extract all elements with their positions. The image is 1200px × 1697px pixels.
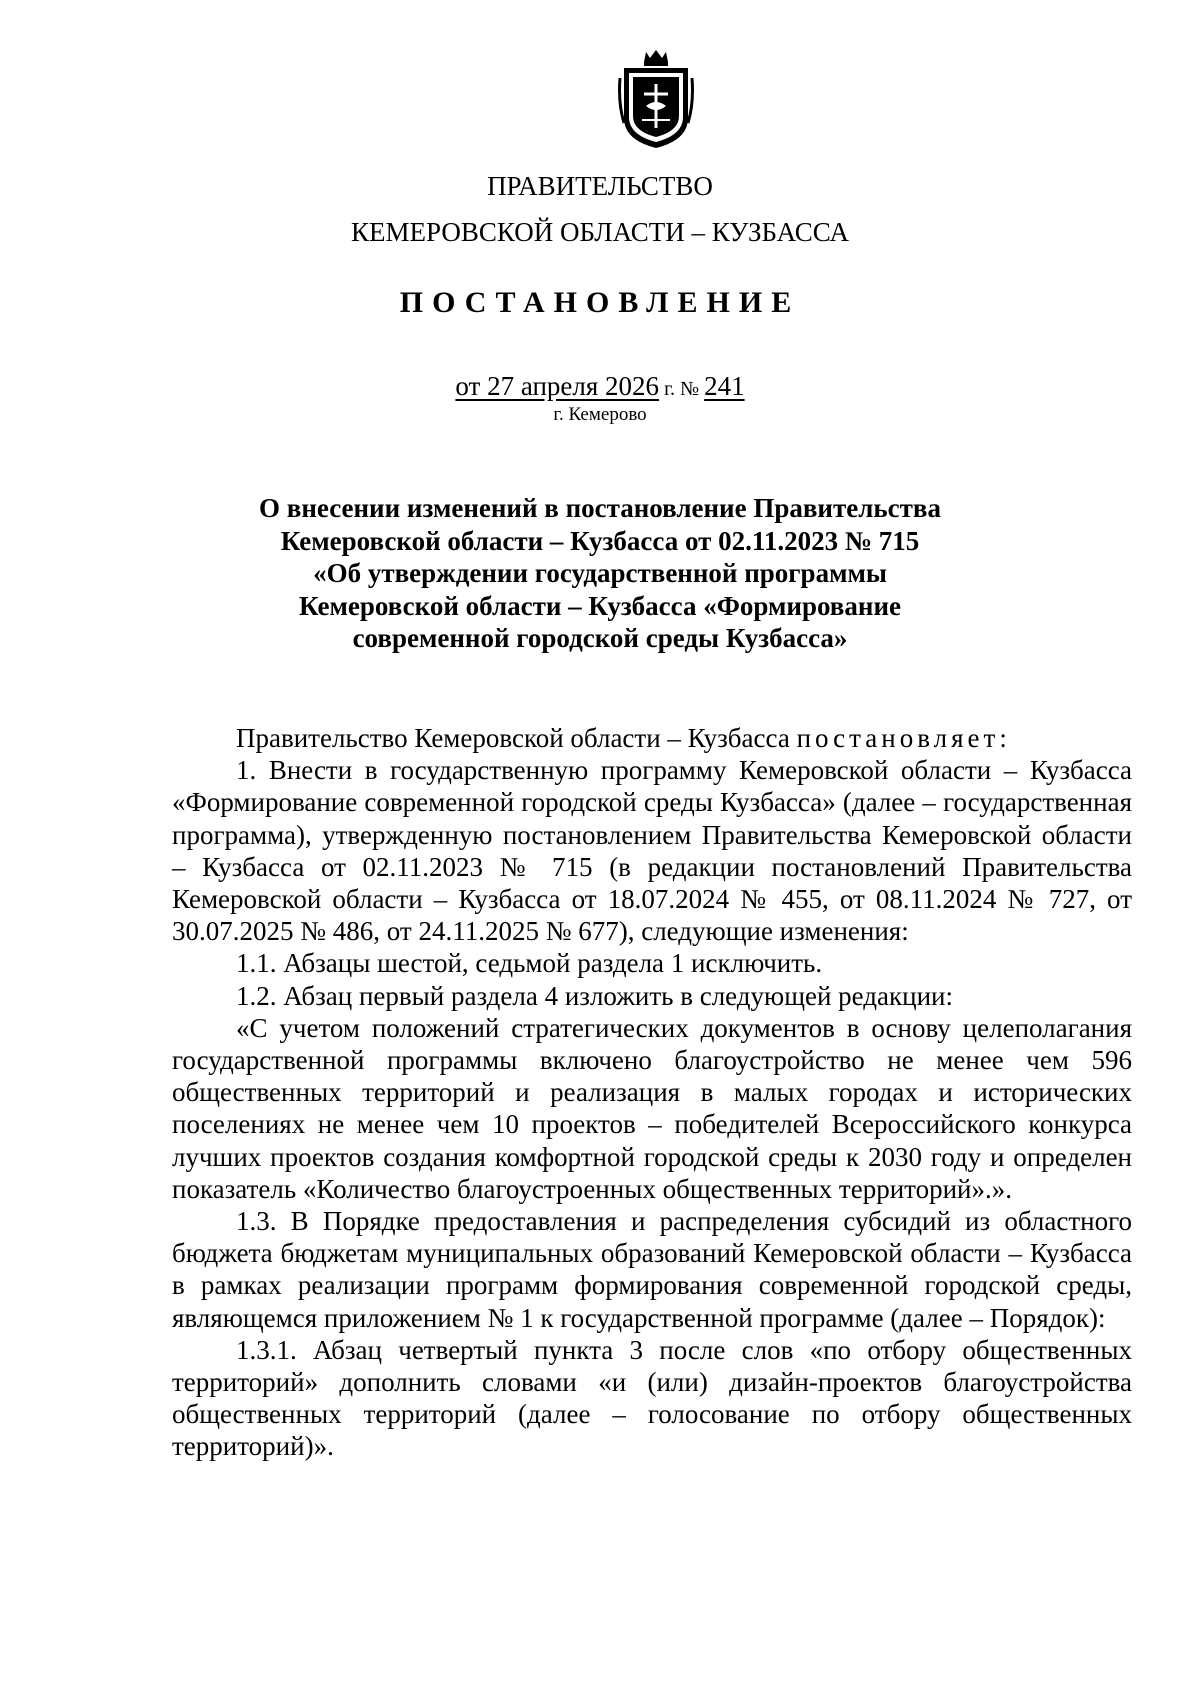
document-title (0, 492, 1200, 655)
paragraph-1-3-1: 1.3.1. Абзац четвертый пункта 3 после слов «по отбору общественных территорий» дополнить словами «и (или) дизайн-проектов благоустройства общественных территорий (далее – голосование по отбору общественных территорий)». (172, 1334, 1132, 1462)
date-number-line (0, 371, 1200, 402)
title-line: «Об утверждении государственной программы (313, 558, 887, 588)
coat-of-arms-icon (618, 48, 694, 150)
year-suffix: г. (659, 378, 676, 400)
document-body (172, 722, 1132, 1463)
resolves-word: постановляет (796, 723, 1000, 753)
document-type-heading: ПОСТАНОВЛЕНИЕ (399, 286, 801, 319)
paragraph-1-1: 1.1. Абзацы шестой, седьмой раздела 1 исключить. (236, 948, 823, 979)
title-line: Кемеровской области – Кузбасса от 02.11.2023 № 715 (280, 525, 920, 556)
title-line: современной городской среды Кузбасса» (352, 623, 848, 653)
paragraph-1: 1. Внести в государственную программу Кемеровской области – Кузбасса «Формирование современной городской среды Кузбасса» (далее – государственная программа), утвержденную постановлением Правительства Кемеровской области – Кузбасса от 02.11.2023 № 715 (в редакции постановлений Правительства Кемеровской области – Кузбасса от 18.07.2024 № 455, от 08.11.2024 № 727, от 30.07.2025 № 486, от 24.11.2025 № 677), следующие изменения: (172, 755, 1132, 947)
government-name-line2: КЕМЕРОВСКОЙ ОБЛАСТИ – КУЗБАССА (351, 217, 849, 247)
paragraph-1-3: 1.3. В Порядке предоставления и распределения субсидий из областного бюджета бюджетам муниципальных образований Кемеровской области – Кузбасса в рамках реализации программ формирования современной городской среды, являющемся приложением № 1 к государственной программе (далее – Порядок): (172, 1206, 1132, 1333)
quoted-paragraph: «С учетом положений стратегических документов в основу целеполагания государственной программы включено благоустройство не менее чем 596 общественных территорий и реализация в малых городах и исторических поселениях не менее чем 10 проектов – победителей Всероссийского конкурса лучших проектов создания комфортной городской среды к 2030 году и определен показатель «Количество благоустроенных общественных территорий».». (172, 1012, 1132, 1204)
date-field: от 27 апреля 2026 (455, 371, 660, 401)
title-line: Кемеровской области – Кузбасса «Формирование (298, 590, 901, 621)
title-line: О внесении изменений в постановление Правительства (259, 493, 941, 523)
paragraph-1-2: 1.2. Абзац первый раздела 4 изложить в следующей редакции: (236, 980, 953, 1011)
intro-paragraph: Правительство Кемеровской области – Кузбасса постановляет: (236, 723, 1007, 753)
place-of-issue: г. Кемерово (553, 404, 647, 425)
government-name-line1: ПРАВИТЕЛЬСТВО (487, 171, 713, 201)
document-number: 241 (704, 371, 745, 401)
number-sign: № (675, 378, 705, 400)
